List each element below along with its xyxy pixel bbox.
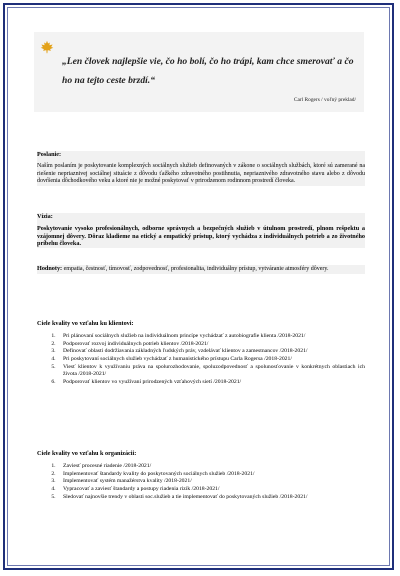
hodnoty-label: Hodnoty: — [37, 265, 63, 272]
poslanie-section — [37, 151, 365, 186]
ciele-organizacia-list — [37, 463, 365, 501]
maple-leaf-icon — [40, 40, 54, 54]
ciele-organizacia-heading: Ciele kvality vo vzťahu k organizácii: — [37, 450, 137, 457]
vizia-text: Poskytovanie vysoko profesionálnych, odborne správnych a bezpečných služieb v útulnom prostredí, plnom rešpektu a vzájomnej dôvery. Dôraz kladieme na etický a empatický prístup, ktorý vychádza z individuálnych potrieb a zo životného príbehu človeka. — [37, 224, 365, 248]
list-item: 2. Implementovať štandardy kvality do poskytovaných sociálnych služieb /2018-2021/ — [57, 471, 365, 478]
quote-attribution: Carl Rogers / voľný preklad/ — [293, 97, 356, 103]
poslanie-heading: Poslanie: — [37, 151, 62, 158]
list-item: 6. Podporovať klientov vo využívaní prirodzených vzťahových sietí /2018-2021/ — [57, 379, 365, 386]
list-item: 1. Pri plánovaní sociálnych služieb na individuálnom princípe vychádzať z autobiografie klienta /2018-2021/ — [57, 333, 365, 340]
hodnoty-section — [37, 265, 365, 274]
list-item: 4. Pri poskytovaní sociálnych služieb vychádzať z humanistického prístupu Carla Rogersa /2018-2021/ — [57, 356, 365, 363]
vizia-section — [37, 213, 365, 248]
ciele-organizacia-section — [37, 450, 365, 502]
poslanie-text: Naším poslaním je poskytovanie komplexných sociálnych služieb definovaných v zákone o sociálnych službách, ktoré sú zamerané na riešenie nepriaznivej sociálnej situácie z dôvodu ťažkého zdravotného postihnutia, nepriaznivého zdravotného stavu alebo z dôvodu dovŕšenia dôchodkového veku a ktoré nie je možné poskytovať v prirodzenom rodinnom prostredí človeka. — [37, 162, 365, 185]
vizia-heading: Vízia: — [37, 213, 53, 220]
list-item: 1. Zaviesť procesné riadenie /2018-2021/ — [57, 463, 365, 470]
ciele-klienti-list — [37, 333, 365, 386]
list-item: 5. Sledovať najnovšie trendy v oblasti soc.služieb a tie implementovať do poskytovaných služieb /2018-2021/ — [57, 494, 365, 501]
list-item: 3. Definovať oblasti dodržiavania základných ľudských práv, vzdelávať klientov a zamestnancov /2018-2021/ — [57, 348, 365, 355]
list-item: 4. Vypracovať a zaviesť štandardy a postupy riadenia rizík /2018-2021/ — [57, 486, 365, 493]
hodnoty-text: empatia, čestnosť, tímovosť, zodpovednosť, profesionalita, individuálny prístup, vytváranie atmosféry dôvery. — [63, 266, 329, 272]
quote-text: „Len človek najlepšie vie, čo ho bolí, čo ho trápi, kam chce smerovať a čo ho na tejto ceste brzdí.“ — [62, 56, 354, 86]
list-item: 5. Viesť klientov k využívaniu práva na spolurozhodovanie, spoluzodpovednosť a spolunosťovanie v konkrétnych oblastiach ich života /2018-2021/ — [57, 364, 365, 378]
ciele-klienti-section — [37, 320, 365, 387]
ciele-klienti-heading: Ciele kvality vo vzťahu ku klientovi: — [37, 320, 134, 327]
list-item: 3. Implementovať systém manažérstva kvality /2018-2021/ — [57, 478, 365, 485]
list-item: 2. Podporovať rozvoj individuálnych potrieb klientov /2018-2021/ — [57, 341, 365, 348]
